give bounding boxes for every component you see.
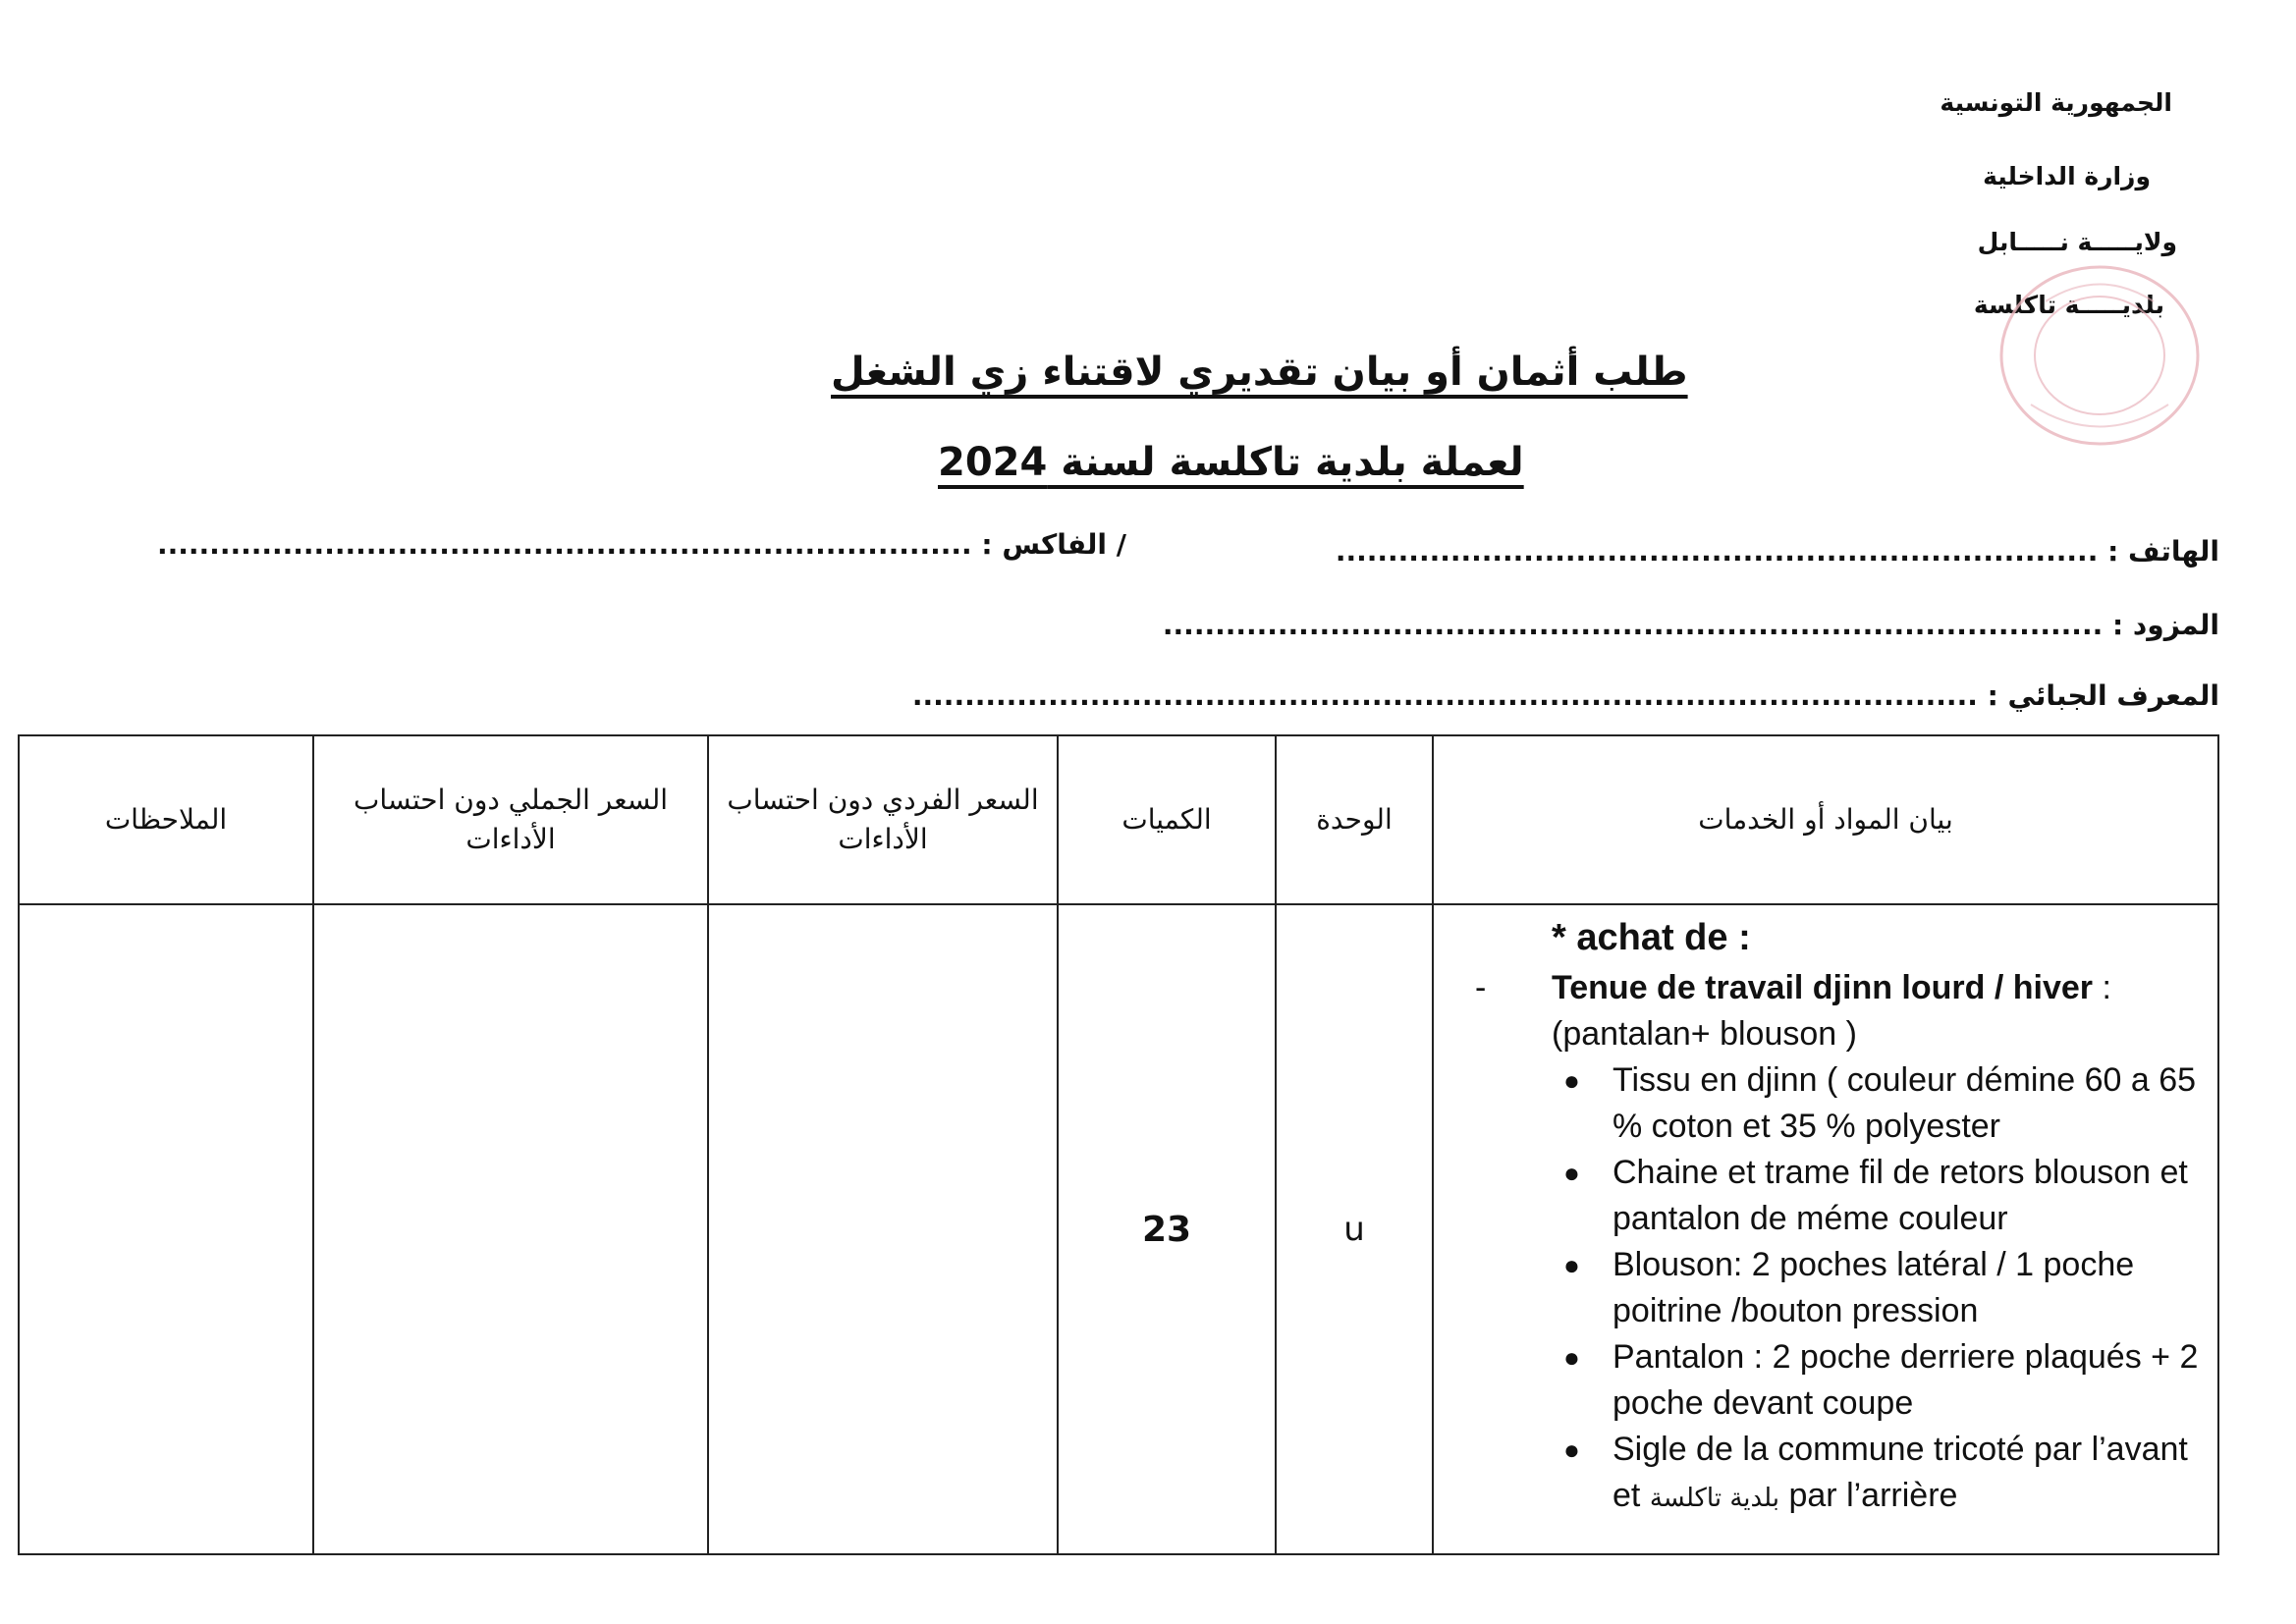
item-colon: : <box>2093 969 2111 1006</box>
bullet-icon: ● <box>1563 1250 1580 1280</box>
quotation-table <box>18 734 2219 1555</box>
list-item <box>1563 1057 2208 1150</box>
header-quantity: الكميات <box>1058 735 1276 904</box>
bullet-icon: ● <box>1563 1065 1580 1096</box>
spec-text: Chaine et trame fil de retors blouson et pantalon de méme couleur <box>1613 1154 2188 1237</box>
list-item <box>1563 1242 2208 1334</box>
municipal-stamp <box>1992 257 2217 454</box>
total-price-cell <box>313 904 708 1554</box>
header-unit: الوحدة <box>1276 735 1433 904</box>
document-title-line1: طلب أثمان أو بيان تقديري لاقتناء زي الشغل <box>831 350 1688 395</box>
last-line-prefix: et <box>1613 1477 1641 1514</box>
unit-price-cell <box>708 904 1058 1554</box>
last-line-suffix: par l’arrière <box>1788 1477 1958 1514</box>
last-line-arabic: بلدية تاكلسة <box>1649 1484 1780 1513</box>
header-notes: الملاحظات <box>19 735 313 904</box>
spec-text: Tissu en djinn ( couleur démine 60 a 65 % coton et 35 % polyester <box>1613 1061 2197 1145</box>
table-header-row <box>19 735 2218 904</box>
phone-dots: ......................................................................... <box>1335 535 2099 568</box>
list-item <box>1563 1150 2208 1242</box>
taxid-dots: ...................................................................................................... <box>911 679 1978 712</box>
phone-field <box>1336 535 2219 568</box>
bullet-icon: ● <box>1563 1342 1580 1373</box>
list-item <box>1563 1427 2208 1522</box>
header-country: الجمهورية التونسية <box>1940 88 2172 117</box>
achat-heading: * achat de : <box>1552 917 1751 958</box>
document-title-line2: لعملة بلدية تاكلسة لسنة 2024 <box>938 440 1524 485</box>
phone-label: الهاتف : <box>2107 535 2219 568</box>
list-item <box>1563 1334 2208 1427</box>
supplier-label: المزود : <box>2111 609 2219 641</box>
dash-marker: - <box>1475 969 1487 1006</box>
fax-field <box>157 528 1126 561</box>
spec-text: Sigle de la commune tricoté par l’avant <box>1613 1431 2188 1468</box>
table-row <box>19 904 2218 1554</box>
taxid-label: المعرف الجبائي : <box>1987 679 2219 712</box>
quantity-cell: 23 <box>1058 904 1276 1554</box>
supplier-field <box>1163 609 2219 641</box>
header-governorate: ولايـــــة نـــــابل <box>1977 228 2177 256</box>
item-heading <box>1463 965 2208 1057</box>
item-subtitle: (pantalan+ blouson ) <box>1552 1015 1857 1053</box>
fax-dots: .............................................................................. <box>157 528 972 561</box>
bullet-icon: ● <box>1563 1158 1580 1188</box>
spec-text: Blouson: 2 poches latéral / 1 poche poitrine /bouton pression <box>1613 1246 2135 1329</box>
spec-text: Pantalon : 2 poche derriere plaqués + 2 poche devant coupe <box>1613 1338 2199 1422</box>
description-cell <box>1433 904 2218 1554</box>
header-description: بيان المواد أو الخدمات <box>1433 735 2218 904</box>
fax-label: / الفاكس : <box>981 528 1126 561</box>
item-title: Tenue de travail djinn lourd / hiver <box>1552 969 2094 1006</box>
bullet-icon: ● <box>1563 1435 1580 1465</box>
header-unit-price: السعر الفردي دون احتساب الأداءات <box>708 735 1058 904</box>
header-total-price: السعر الجملي دون احتساب الأداءات <box>313 735 708 904</box>
header-municipality: بلديـــــة تاكلسة <box>1973 291 2164 319</box>
taxid-field <box>912 679 2219 712</box>
notes-cell <box>19 904 313 1554</box>
spec-list <box>1463 1057 2208 1522</box>
unit-cell: u <box>1276 904 1433 1554</box>
supplier-dots: .......................................................................................... <box>1162 609 2104 641</box>
header-ministry: وزارة الداخلية <box>1983 162 2151 190</box>
